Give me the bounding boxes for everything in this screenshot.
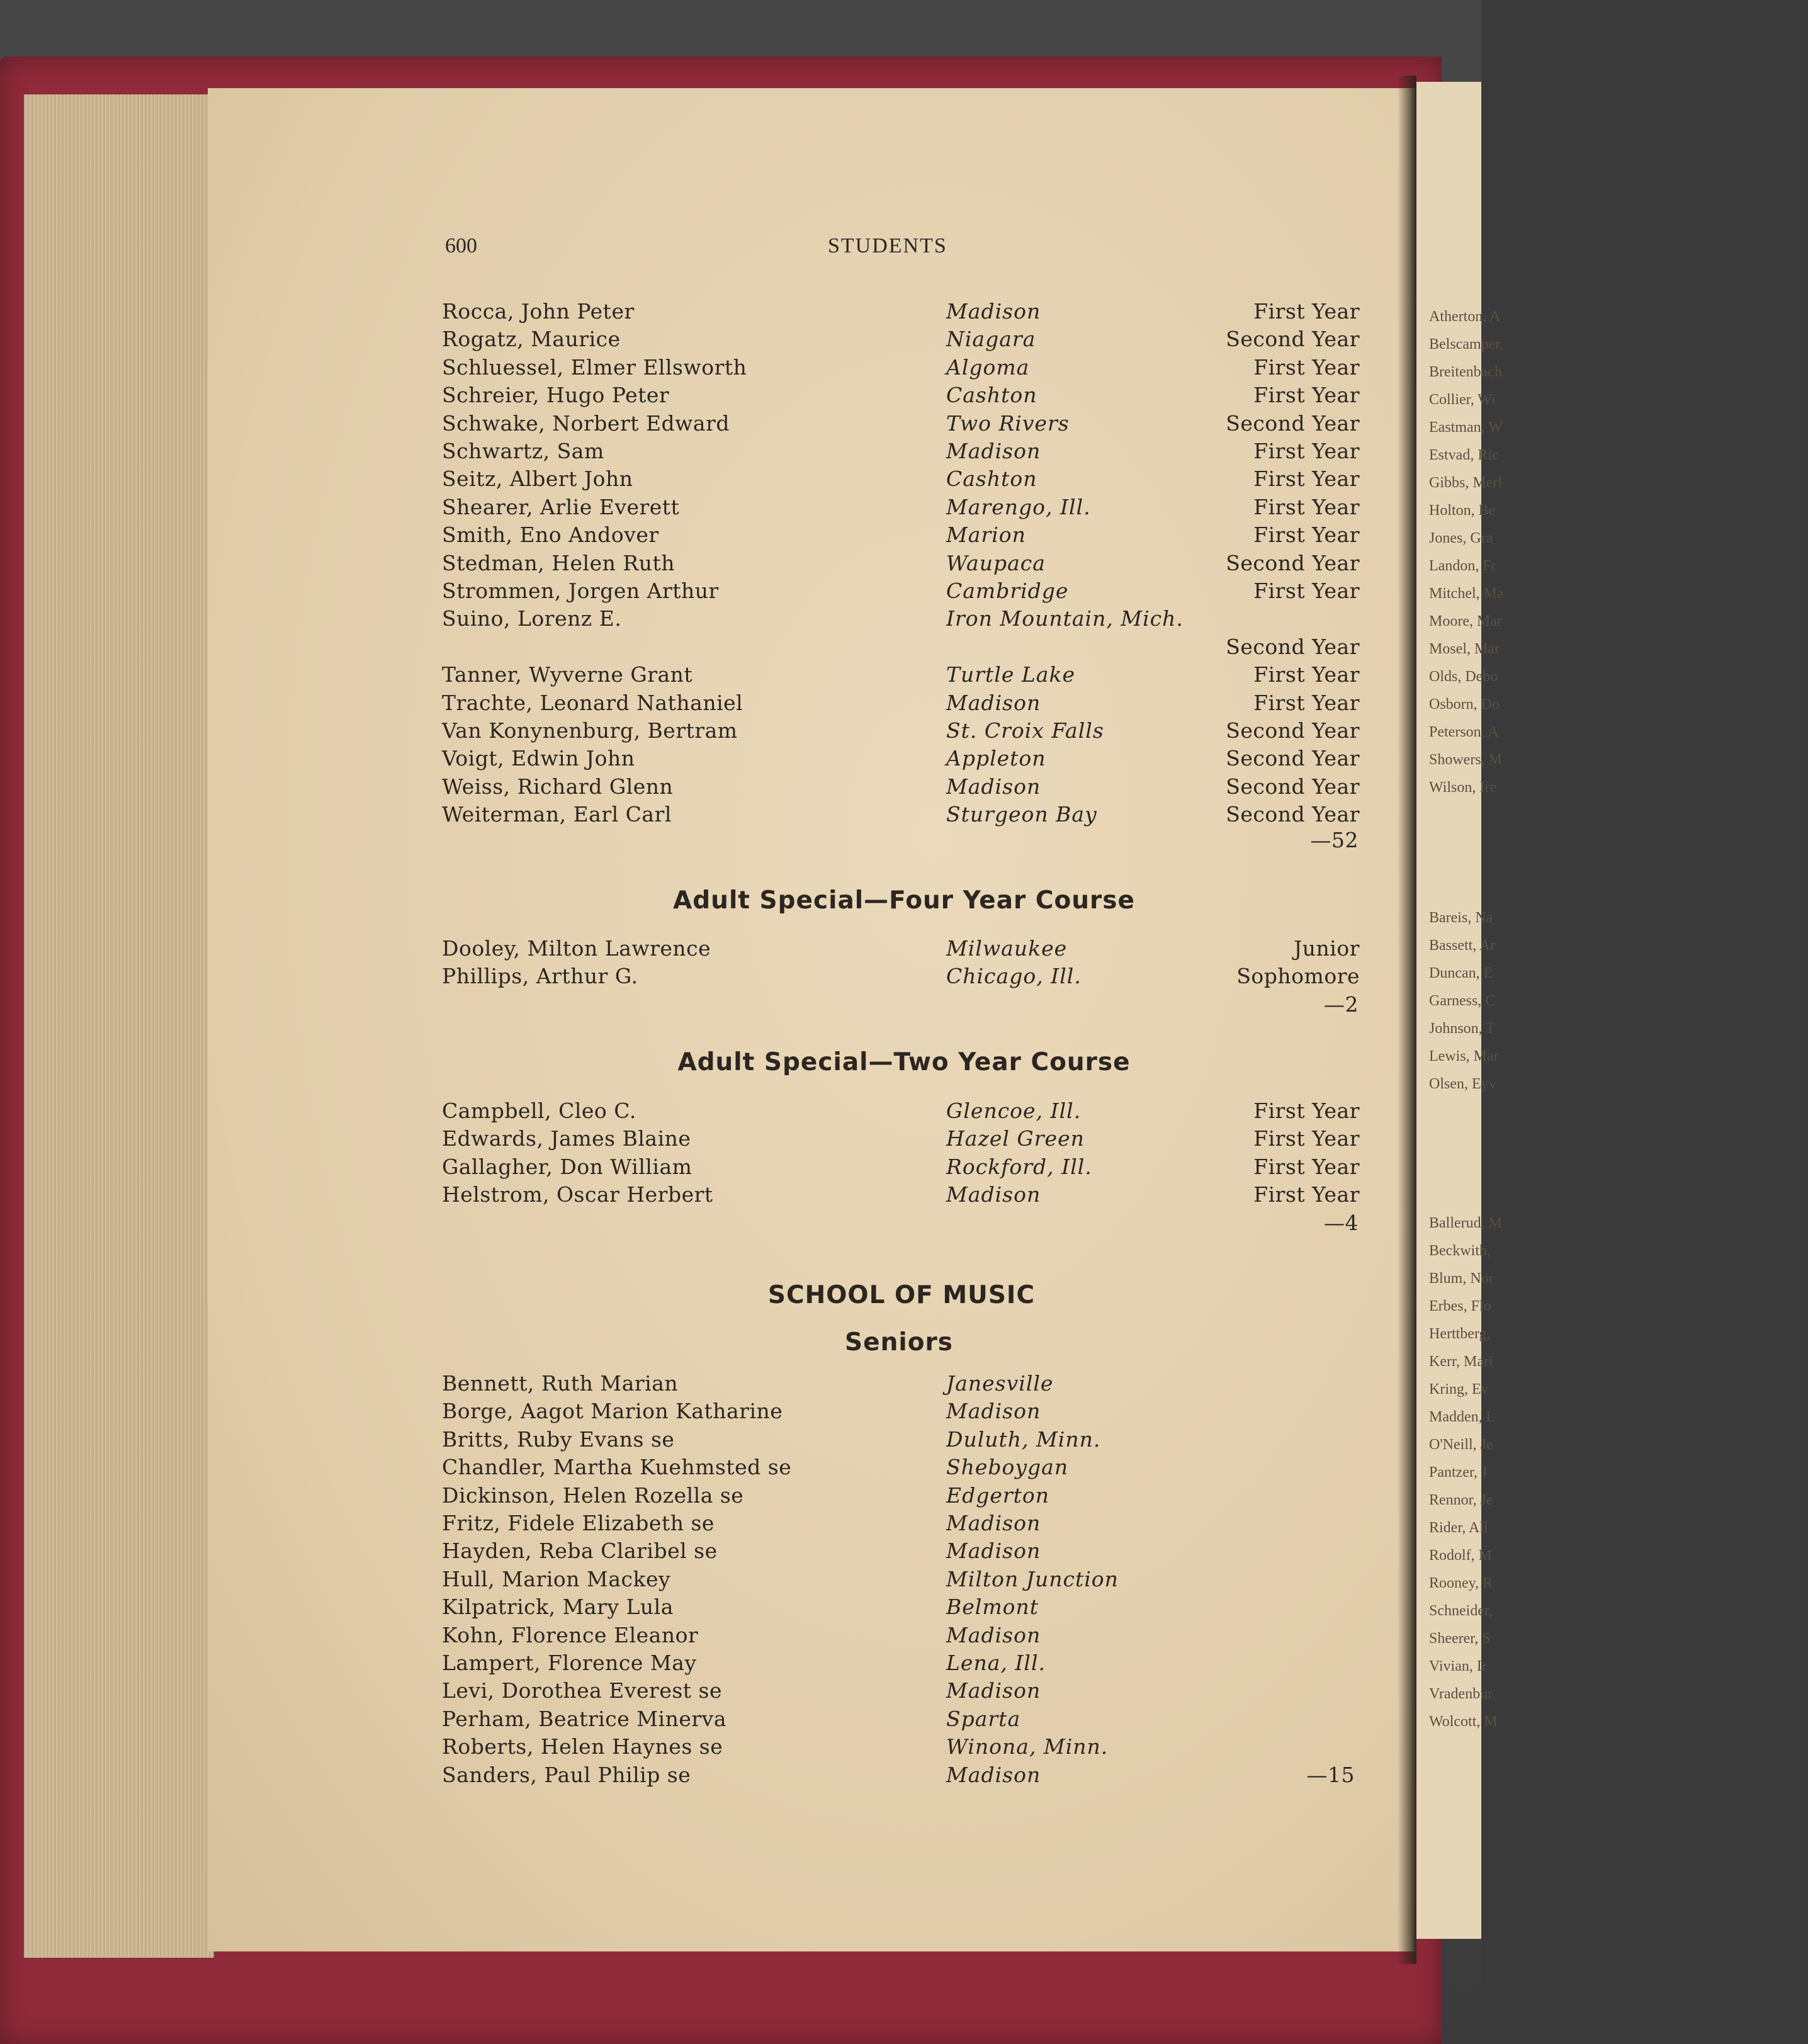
student-name: Shearer, Arlie Everett xyxy=(442,494,680,519)
facing-page-text: Holton, Be xyxy=(1429,502,1496,519)
facing-page-text: Showers, M xyxy=(1429,752,1503,768)
student-name: Hull, Marion Mackey xyxy=(442,1566,671,1591)
student-town: Lena, Ill. xyxy=(946,1651,1046,1675)
student-year: First Year xyxy=(1253,466,1360,492)
student-town: Rockford, Ill. xyxy=(946,1154,1092,1179)
student-name: Kohn, Florence Eleanor xyxy=(442,1622,699,1647)
facing-page-text: Kerr, Mari xyxy=(1429,1353,1493,1370)
facing-page-text: Kring, Ev xyxy=(1429,1381,1489,1397)
facing-page-text: Herttberg, xyxy=(1429,1326,1491,1342)
student-name: Campbell, Cleo C. xyxy=(442,1098,636,1123)
facing-page-text: Atherton, A xyxy=(1429,308,1501,325)
student-name: Bennett, Ruth Marian xyxy=(442,1371,679,1396)
student-year: Second Year xyxy=(1226,634,1360,659)
student-year: First Year xyxy=(1253,354,1360,380)
student-year: Second Year xyxy=(1226,550,1360,575)
facing-page-text: Johnson, T xyxy=(1429,1020,1495,1037)
facing-page-text: Gibbs, Merl xyxy=(1429,475,1502,491)
facing-page-text: Madden, L xyxy=(1429,1409,1496,1425)
facing-page-text: Bassett, Ar xyxy=(1429,937,1496,954)
facing-page-text: Ballerud, M xyxy=(1429,1215,1502,1231)
student-name: Rogatz, Maurice xyxy=(442,327,621,352)
facing-page-text: Erbes, Flo xyxy=(1429,1298,1491,1314)
facing-page-text: Mosel, Mar xyxy=(1429,641,1500,657)
student-town: Madison xyxy=(946,1511,1041,1535)
student-town: Niagara xyxy=(946,327,1036,352)
section-total: —2 xyxy=(1324,991,1359,1017)
facing-page-text: Moore, Mar xyxy=(1429,613,1502,630)
facing-page-text: Wolcott, M xyxy=(1429,1714,1498,1730)
facing-page-text: Vradenbur xyxy=(1429,1686,1493,1702)
facing-page-text: Bareis, Na xyxy=(1429,910,1493,926)
student-name: Stedman, Helen Ruth xyxy=(442,550,675,575)
facing-page-text: Wilson, Ire xyxy=(1429,779,1497,796)
student-town: Milton Junction xyxy=(946,1566,1119,1591)
student-year: First Year xyxy=(1253,439,1360,463)
student-name: Dooley, Milton Lawrence xyxy=(442,936,711,961)
student-year: First Year xyxy=(1253,383,1360,408)
student-name: Gallagher, Don William xyxy=(442,1154,692,1179)
facing-page-text: Osborn, Do xyxy=(1429,696,1500,713)
student-name: Roberts, Helen Haynes se xyxy=(442,1734,723,1759)
student-town: Hazel Green xyxy=(946,1126,1085,1151)
student-name: Borge, Aagot Marion Katharine xyxy=(442,1399,783,1424)
student-town: Two Rivers xyxy=(946,410,1070,436)
student-name: Perham, Beatrice Minerva xyxy=(442,1706,726,1731)
student-name: Dickinson, Helen Rozella se xyxy=(442,1482,744,1508)
facing-page-text: Pantzer, J xyxy=(1429,1464,1488,1481)
facing-page-text: Estvad, Ric xyxy=(1429,447,1499,463)
page-title: STUDENTS xyxy=(828,234,947,257)
student-name: Smith, Eno Andover xyxy=(442,522,659,548)
student-year: First Year xyxy=(1253,1126,1360,1151)
student-year: First Year xyxy=(1253,662,1360,687)
facing-page-text: O'Neill, Je xyxy=(1429,1437,1493,1453)
section-subheading: Seniors xyxy=(845,1328,953,1357)
facing-page-text: Beckwith, xyxy=(1429,1243,1491,1259)
student-name: Suino, Lorenz E. xyxy=(442,606,622,631)
student-year: Sophomore xyxy=(1236,964,1360,989)
student-town: Madison xyxy=(946,1762,1041,1787)
page-edges xyxy=(24,94,214,1958)
student-town: Duluth, Minn. xyxy=(946,1426,1101,1452)
student-name: Kilpatrick, Mary Lula xyxy=(442,1595,674,1620)
student-year: Junior xyxy=(1294,936,1360,961)
facing-page-text: Landon, Fr xyxy=(1429,558,1496,574)
student-town: Madison xyxy=(946,1622,1041,1647)
student-name: Trachte, Leonard Nathaniel xyxy=(442,690,743,715)
facing-page-text: Jones, Gra xyxy=(1429,530,1493,546)
student-year: Second Year xyxy=(1226,802,1360,827)
student-year: Second Year xyxy=(1226,410,1360,436)
student-town: Janesville xyxy=(946,1371,1054,1396)
facing-page-text: Schneider, xyxy=(1429,1603,1493,1619)
student-town: St. Croix Falls xyxy=(946,718,1104,743)
student-name: Phillips, Arthur G. xyxy=(442,964,638,989)
student-town: Marengo, Ill. xyxy=(946,494,1091,519)
student-name: Weiterman, Earl Carl xyxy=(442,802,672,827)
student-town: Turtle Lake xyxy=(946,662,1075,687)
student-town: Madison xyxy=(946,439,1041,463)
student-name: Strommen, Jorgen Arthur xyxy=(442,579,719,603)
student-year: Second Year xyxy=(1226,327,1360,352)
section-heading: Adult Special—Two Year Course xyxy=(677,1048,1131,1076)
student-name: Tanner, Wyverne Grant xyxy=(442,662,693,687)
section-total: —52 xyxy=(1310,827,1359,852)
student-year: First Year xyxy=(1253,579,1360,603)
student-name: Schwartz, Sam xyxy=(442,439,604,463)
student-name: Chandler, Martha Kuehmsted se xyxy=(442,1455,792,1480)
student-town: Waupaca xyxy=(946,550,1046,575)
student-name: Schluessel, Elmer Ellsworth xyxy=(442,354,747,380)
facing-page-text: Sheerer, S xyxy=(1429,1630,1491,1647)
section-total: —15 xyxy=(1306,1762,1355,1787)
student-name: Helstrom, Oscar Herbert xyxy=(442,1182,713,1207)
student-year: First Year xyxy=(1253,690,1360,715)
student-town: Iron Mountain, Mich. xyxy=(946,606,1184,631)
section-total: —4 xyxy=(1324,1210,1359,1235)
page-number: 600 xyxy=(445,234,477,257)
student-name: Schreier, Hugo Peter xyxy=(442,383,670,408)
student-town: Winona, Minn. xyxy=(946,1734,1109,1759)
section-heading: Adult Special—Four Year Course xyxy=(673,886,1135,915)
student-name: Hayden, Reba Claribel se xyxy=(442,1539,718,1564)
student-year: First Year xyxy=(1253,1154,1360,1179)
facing-page-text: Belscamper, xyxy=(1429,336,1504,353)
facing-page-text: Peterson, A xyxy=(1429,724,1499,740)
student-name: Van Konynenburg, Bertram xyxy=(442,718,738,743)
student-town: Madison xyxy=(946,1678,1041,1703)
student-year: Second Year xyxy=(1226,774,1360,799)
student-name: Seitz, Albert John xyxy=(442,466,633,492)
facing-page-text: Duncan, E xyxy=(1429,965,1493,981)
facing-page-text: Olsen, Eyv xyxy=(1429,1076,1496,1092)
student-year: First Year xyxy=(1253,522,1360,548)
student-name: Voigt, Edwin John xyxy=(442,746,635,771)
student-town: Cambridge xyxy=(946,579,1069,603)
student-name: Levi, Dorothea Everest se xyxy=(442,1678,723,1703)
student-town: Milwaukee xyxy=(946,936,1068,961)
facing-page-text: Rider, All xyxy=(1429,1520,1488,1536)
facing-page-text: Breitenbach xyxy=(1429,364,1502,380)
student-town: Glencoe, Ill. xyxy=(946,1098,1082,1123)
student-town: Madison xyxy=(946,1399,1041,1424)
facing-page-text: Vivian, Ir xyxy=(1429,1658,1487,1674)
student-town: Cashton xyxy=(946,383,1037,408)
facing-page-text: Eastman, W xyxy=(1429,419,1503,436)
student-name: Sanders, Paul Philip se xyxy=(442,1762,691,1787)
facing-page-text: Mitchel, Ma xyxy=(1429,585,1504,602)
book-gutter xyxy=(1398,76,1416,1964)
student-town: Appleton xyxy=(946,746,1046,771)
student-name: Lampert, Florence May xyxy=(442,1651,697,1675)
facing-page-text: Collier, Wi xyxy=(1429,392,1496,408)
student-town: Marion xyxy=(946,522,1026,548)
student-year: First Year xyxy=(1253,1182,1360,1207)
student-town: Madison xyxy=(946,1539,1041,1564)
student-year: Second Year xyxy=(1226,746,1360,771)
student-town: Sparta xyxy=(946,1706,1021,1731)
student-year: First Year xyxy=(1253,494,1360,519)
facing-page-fragment xyxy=(1416,82,1504,1939)
facing-page-text: Garness, C xyxy=(1429,993,1496,1009)
facing-page-text: Lewis, Mar xyxy=(1429,1048,1499,1064)
student-town: Madison xyxy=(946,299,1041,324)
student-year: First Year xyxy=(1253,1098,1360,1123)
student-town: Madison xyxy=(946,774,1041,799)
student-town: Madison xyxy=(946,690,1041,715)
student-town: Chicago, Ill. xyxy=(946,964,1082,989)
student-name: Fritz, Fidele Elizabeth se xyxy=(442,1511,715,1535)
student-name: Schwake, Norbert Edward xyxy=(442,410,730,436)
book-page xyxy=(208,88,1416,1951)
student-town: Sheboygan xyxy=(946,1455,1069,1480)
student-year: First Year xyxy=(1253,299,1360,324)
student-town: Edgerton xyxy=(946,1482,1050,1508)
student-town: Madison xyxy=(946,1182,1041,1207)
student-town: Algoma xyxy=(946,354,1030,380)
student-name: Weiss, Richard Glenn xyxy=(442,774,674,799)
facing-page-text: Rennor, Je xyxy=(1429,1492,1493,1508)
student-name: Rocca, John Peter xyxy=(442,299,635,324)
section-heading: SCHOOL OF MUSIC xyxy=(767,1281,1036,1309)
facing-page-text: Blum, Nor xyxy=(1429,1270,1494,1287)
facing-page-text: Rodolf, M xyxy=(1429,1547,1493,1564)
facing-page-text: Olds, Debo xyxy=(1429,669,1498,685)
student-name: Britts, Ruby Evans se xyxy=(442,1426,675,1452)
facing-page-text: Rooney, R xyxy=(1429,1575,1493,1591)
student-name: Edwards, James Blaine xyxy=(442,1126,691,1151)
student-town: Belmont xyxy=(946,1595,1039,1620)
student-year: Second Year xyxy=(1226,718,1360,743)
student-town: Cashton xyxy=(946,466,1037,492)
student-town: Sturgeon Bay xyxy=(946,802,1097,827)
